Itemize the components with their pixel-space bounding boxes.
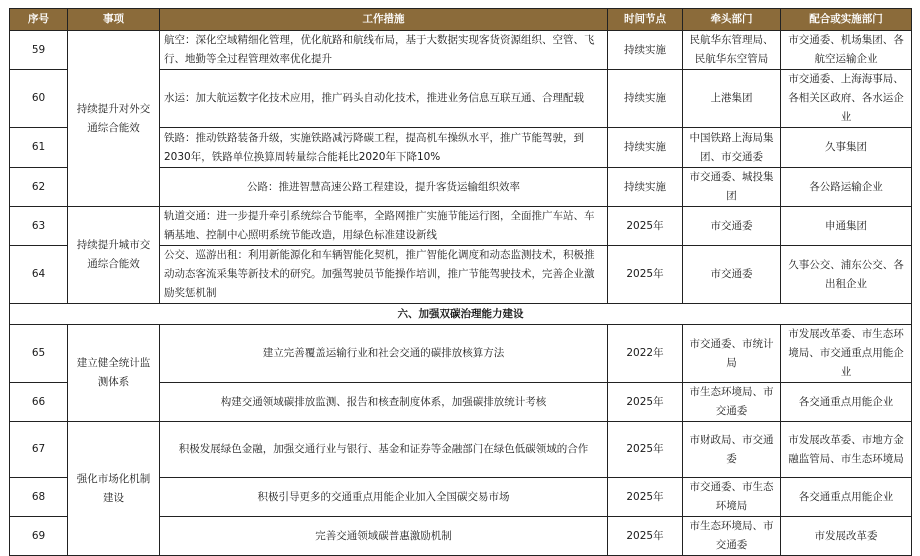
row-time: 2025年 xyxy=(608,207,683,246)
row-coop: 各公路运输企业 xyxy=(781,168,912,207)
row-lead: 市交通委、城投集团 xyxy=(683,168,781,207)
row-seq: 59 xyxy=(10,31,68,70)
row-measure: 水运：加大航运数字化技术应用，推广码头自动化技术，推进业务信息互联互通、合理配载 xyxy=(160,70,608,128)
row-coop: 市发展改革委、市生态环境局、市交通重点用能企业 xyxy=(781,325,912,383)
row-seq: 63 xyxy=(10,207,68,246)
row-seq: 67 xyxy=(10,422,68,478)
row-measure: 公交、巡游出租：利用新能源化和车辆智能化契机，推广智能化调度和动态监测技术，积极推动动态客流采集等新技术的研究。加强驾驶员节能操作培训，推广节能驾驶技术，完善企业激励奖惩机制 xyxy=(160,246,608,304)
group-label: 强化市场化机制建设 xyxy=(68,422,160,556)
row-coop: 各交通重点用能企业 xyxy=(781,383,912,422)
row-lead: 市交通委、市生态环境局 xyxy=(683,478,781,517)
row-seq: 62 xyxy=(10,168,68,207)
header-row xyxy=(10,9,912,31)
header-time: 时间节点 xyxy=(608,9,683,31)
table-row xyxy=(10,325,912,383)
header-item: 事项 xyxy=(68,9,160,31)
row-seq: 69 xyxy=(10,517,68,556)
row-measure: 航空：深化空域精细化管理，优化航路和航线布局，基于大数据实现客货资源组织、空管、飞行、地勤等全过程管理效率优化提升 xyxy=(160,31,608,70)
row-coop: 久事集团 xyxy=(781,128,912,168)
row-measure: 公路：推进智慧高速公路工程建设，提升客货运输组织效率 xyxy=(160,168,608,207)
row-time: 持续实施 xyxy=(608,128,683,168)
row-seq: 60 xyxy=(10,70,68,128)
header-seq: 序号 xyxy=(10,9,68,31)
row-seq: 68 xyxy=(10,478,68,517)
group-label: 持续提升对外交通综合能效 xyxy=(68,31,160,207)
row-coop: 市发展改革委、市地方金融监管局、市生态环境局 xyxy=(781,422,912,478)
row-time: 2025年 xyxy=(608,422,683,478)
row-time: 2025年 xyxy=(608,383,683,422)
row-measure: 铁路：推动铁路装备升级，实施铁路减污降碳工程，提高机车操纵水平，推广节能驾驶，到2030年，铁路单位换算周转量综合能耗比2020年下降10% xyxy=(160,128,608,168)
row-measure: 完善交通领域碳普惠激励机制 xyxy=(160,517,608,556)
table-row xyxy=(10,207,912,246)
row-time: 2025年 xyxy=(608,478,683,517)
row-lead: 中国铁路上海局集团、市交通委 xyxy=(683,128,781,168)
row-lead: 市交通委 xyxy=(683,246,781,304)
row-lead: 市财政局、市交通委 xyxy=(683,422,781,478)
section-row xyxy=(10,304,912,325)
header-measure: 工作措施 xyxy=(160,9,608,31)
row-measure: 轨道交通：进一步提升牵引系统综合节能率，全路网推广实施节能运行图，全面推广车站、车辆基地、控制中心照明系统节能改造，用绿色标准建设新线 xyxy=(160,207,608,246)
row-coop: 市发展改革委 xyxy=(781,517,912,556)
row-seq: 65 xyxy=(10,325,68,383)
row-measure: 积极发展绿色金融，加强交通行业与银行、基金和证券等金融部门在绿色低碳领域的合作 xyxy=(160,422,608,478)
row-coop: 申通集团 xyxy=(781,207,912,246)
row-lead: 市交通委、市统计局 xyxy=(683,325,781,383)
row-coop: 市交通委、上海海事局、各相关区政府、各水运企业 xyxy=(781,70,912,128)
row-lead: 民航华东管理局、民航华东空管局 xyxy=(683,31,781,70)
row-seq: 64 xyxy=(10,246,68,304)
section-title: 六、加强双碳治理能力建设 xyxy=(10,304,912,325)
row-lead: 市交通委 xyxy=(683,207,781,246)
table-row xyxy=(10,422,912,478)
row-time: 持续实施 xyxy=(608,70,683,128)
row-coop: 市交通委、机场集团、各航空运输企业 xyxy=(781,31,912,70)
header-lead: 牵头部门 xyxy=(683,9,781,31)
header-coop: 配合或实施部门 xyxy=(781,9,912,31)
row-coop: 各交通重点用能企业 xyxy=(781,478,912,517)
table-row xyxy=(10,31,912,70)
row-lead: 市生态环境局、市交通委 xyxy=(683,383,781,422)
row-measure: 构建交通领域碳排放监测、报告和核查制度体系，加强碳排放统计考核 xyxy=(160,383,608,422)
row-time: 持续实施 xyxy=(608,168,683,207)
row-time: 2025年 xyxy=(608,517,683,556)
row-seq: 66 xyxy=(10,383,68,422)
group-label: 建立健全统计监测体系 xyxy=(68,325,160,422)
row-time: 2022年 xyxy=(608,325,683,383)
row-seq: 61 xyxy=(10,128,68,168)
group-label: 持续提升城市交通综合能效 xyxy=(68,207,160,304)
row-measure: 建立完善覆盖运输行业和社会交通的碳排放核算方法 xyxy=(160,325,608,383)
row-coop: 久事公交、浦东公交、各出租企业 xyxy=(781,246,912,304)
measures-table xyxy=(9,8,912,556)
row-time: 2025年 xyxy=(608,246,683,304)
row-lead: 上港集团 xyxy=(683,70,781,128)
row-time: 持续实施 xyxy=(608,31,683,70)
row-measure: 积极引导更多的交通重点用能企业加入全国碳交易市场 xyxy=(160,478,608,517)
row-lead: 市生态环境局、市交通委 xyxy=(683,517,781,556)
